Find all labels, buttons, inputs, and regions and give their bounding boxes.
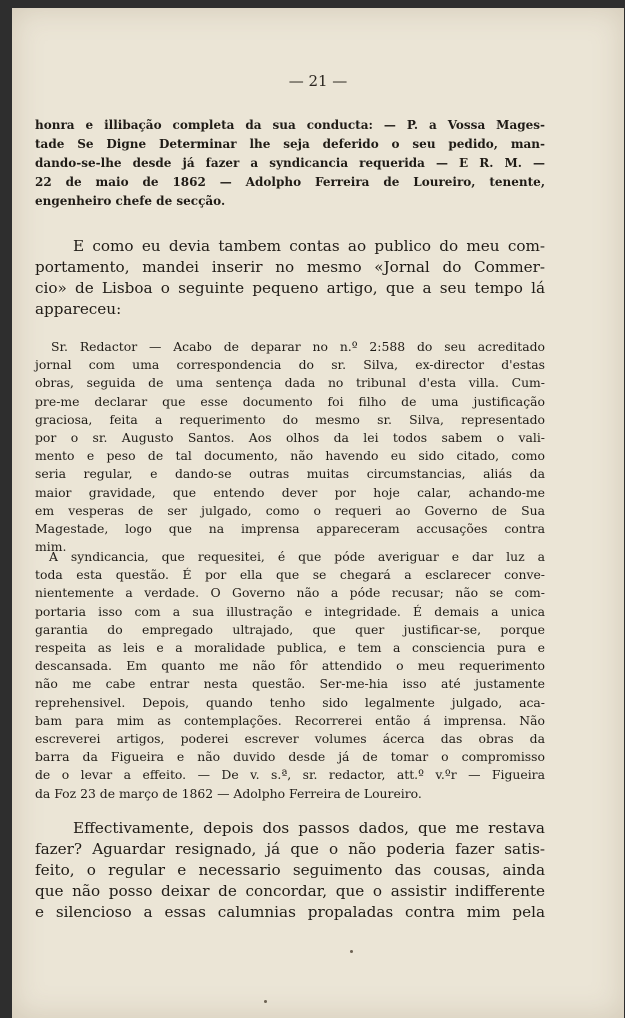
text-line: de o levar a effeito. — De v. s.ª, sr. redactor, att.º v.ºr — Figueira <box>35 767 545 783</box>
text-line: graciosa, feita a requerimento do mesmo sr. Silva, representado <box>35 411 545 427</box>
text-line: bam para mim as contemplações. Recorrerei então á imprensa. Não <box>35 712 545 728</box>
text-line: que não posso deixar de concordar, que o assistir indifferente <box>35 882 545 900</box>
text-line: jornal com uma correspondencia do sr. Silva, ex-director d'estas <box>35 357 545 373</box>
text-line: tade Se Digne Determinar lhe seja deferido o seu pedido, man- <box>35 137 545 151</box>
text-line: em vesperas de ser julgado, como o requeri ao Governo de Sua <box>35 502 545 518</box>
closing-paragraph <box>35 818 545 923</box>
text-line: feito, o regular e necessario seguimento das cousas, ainda <box>35 861 545 879</box>
document-page <box>12 8 624 1018</box>
text-line: obras, seguida de uma sentença dada no tribunal d'esta villa. Cum- <box>35 375 545 391</box>
text-line: por o sr. Augusto Santos. Aos olhos da lei todos sabem o vali- <box>35 430 545 446</box>
text-line: mento e peso de tal documento, não havendo eu sido citado, como <box>35 448 545 464</box>
letter-paragraph-1 <box>35 338 545 556</box>
text-line: pre-me declarar que esse documento foi filho de uma justificação <box>35 393 545 409</box>
paper-speck <box>350 950 353 953</box>
text-line: portamento, mandei inserir no mesmo «Jornal do Commer- <box>35 258 545 276</box>
text-line: maior gravidade, que entendo dever por hoje calar, achando-me <box>35 484 545 500</box>
text-line: descansada. Em quanto me não fôr attendido o meu requerimento <box>35 658 545 674</box>
text-line: fazer? Aguardar resignado, já que o não poderia fazer satis- <box>35 840 545 858</box>
text-line: dando-se-lhe desde já fazer a syndicancia requerida — E R. M. — <box>35 156 545 170</box>
text-line: engenheiro chefe de secção. <box>35 194 226 208</box>
text-line: nientemente a verdade. O Governo não a póde recusar; não se com- <box>35 585 545 601</box>
text-line: Sr. Redactor — Acabo de deparar no n.º 2:588 do seu acreditado <box>51 339 545 354</box>
text-line: A syndicancia, que requesitei, é que póde averiguar e dar luz a <box>49 549 545 564</box>
text-line: não me cabe entrar nesta questão. Ser-me-hia isso até justamente <box>35 676 545 692</box>
text-line: respeita as leis e a moralidade publica, e tem a consciencia pura e <box>35 640 545 656</box>
letter-paragraph-2 <box>35 548 545 803</box>
text-line: da Foz 23 de março de 1862 — Adolpho Ferreira de Loureiro. <box>35 785 422 801</box>
text-line: 22 de maio de 1862 — Adolpho Ferreira de Loureiro, tenente, <box>35 175 545 189</box>
text-line: mim. <box>35 539 67 555</box>
petition-closing-paragraph <box>35 116 545 211</box>
text-line: garantia do empregado ultrajado, que quer justificar-se, porque <box>35 621 545 637</box>
text-line: escreverei artigos, poderei escrever volumes ácerca das obras da <box>35 731 545 747</box>
text-line: Magestade, logo que na imprensa appareceram accusações contra <box>35 521 545 537</box>
text-line: barra da Figueira e não duvido desde já de tomar o compromisso <box>35 749 545 765</box>
intro-paragraph <box>35 236 545 320</box>
page-number: — 21 — <box>288 72 348 90</box>
text-line: seria regular, e dando-se outras muitas circumstancias, aliás da <box>35 466 545 482</box>
text-line: toda esta questão. É por ella que se chegará a esclarecer conve- <box>35 567 545 583</box>
text-line: Effectivamente, depois dos passos dados, que me restava <box>73 819 545 837</box>
text-line: e silencioso a essas calumnias propaladas contra mim pela <box>35 903 545 921</box>
text-line: reprehensivel. Depois, quando tenho sido legalmente julgado, aca- <box>35 694 545 710</box>
text-line: appareceu: <box>35 300 122 318</box>
text-line: honra e illibação completa da sua conducta: — P. a Vossa Mages- <box>35 118 545 132</box>
paper-speck <box>264 1000 267 1003</box>
text-line: portaria isso com a sua illustração e integridade. É demais a unica <box>35 603 545 619</box>
text-line: cio» de Lisboa o seguinte pequeno artigo, que a seu tempo lá <box>35 279 545 297</box>
text-line: E como eu devia tambem contas ao publico do meu com- <box>73 237 545 255</box>
